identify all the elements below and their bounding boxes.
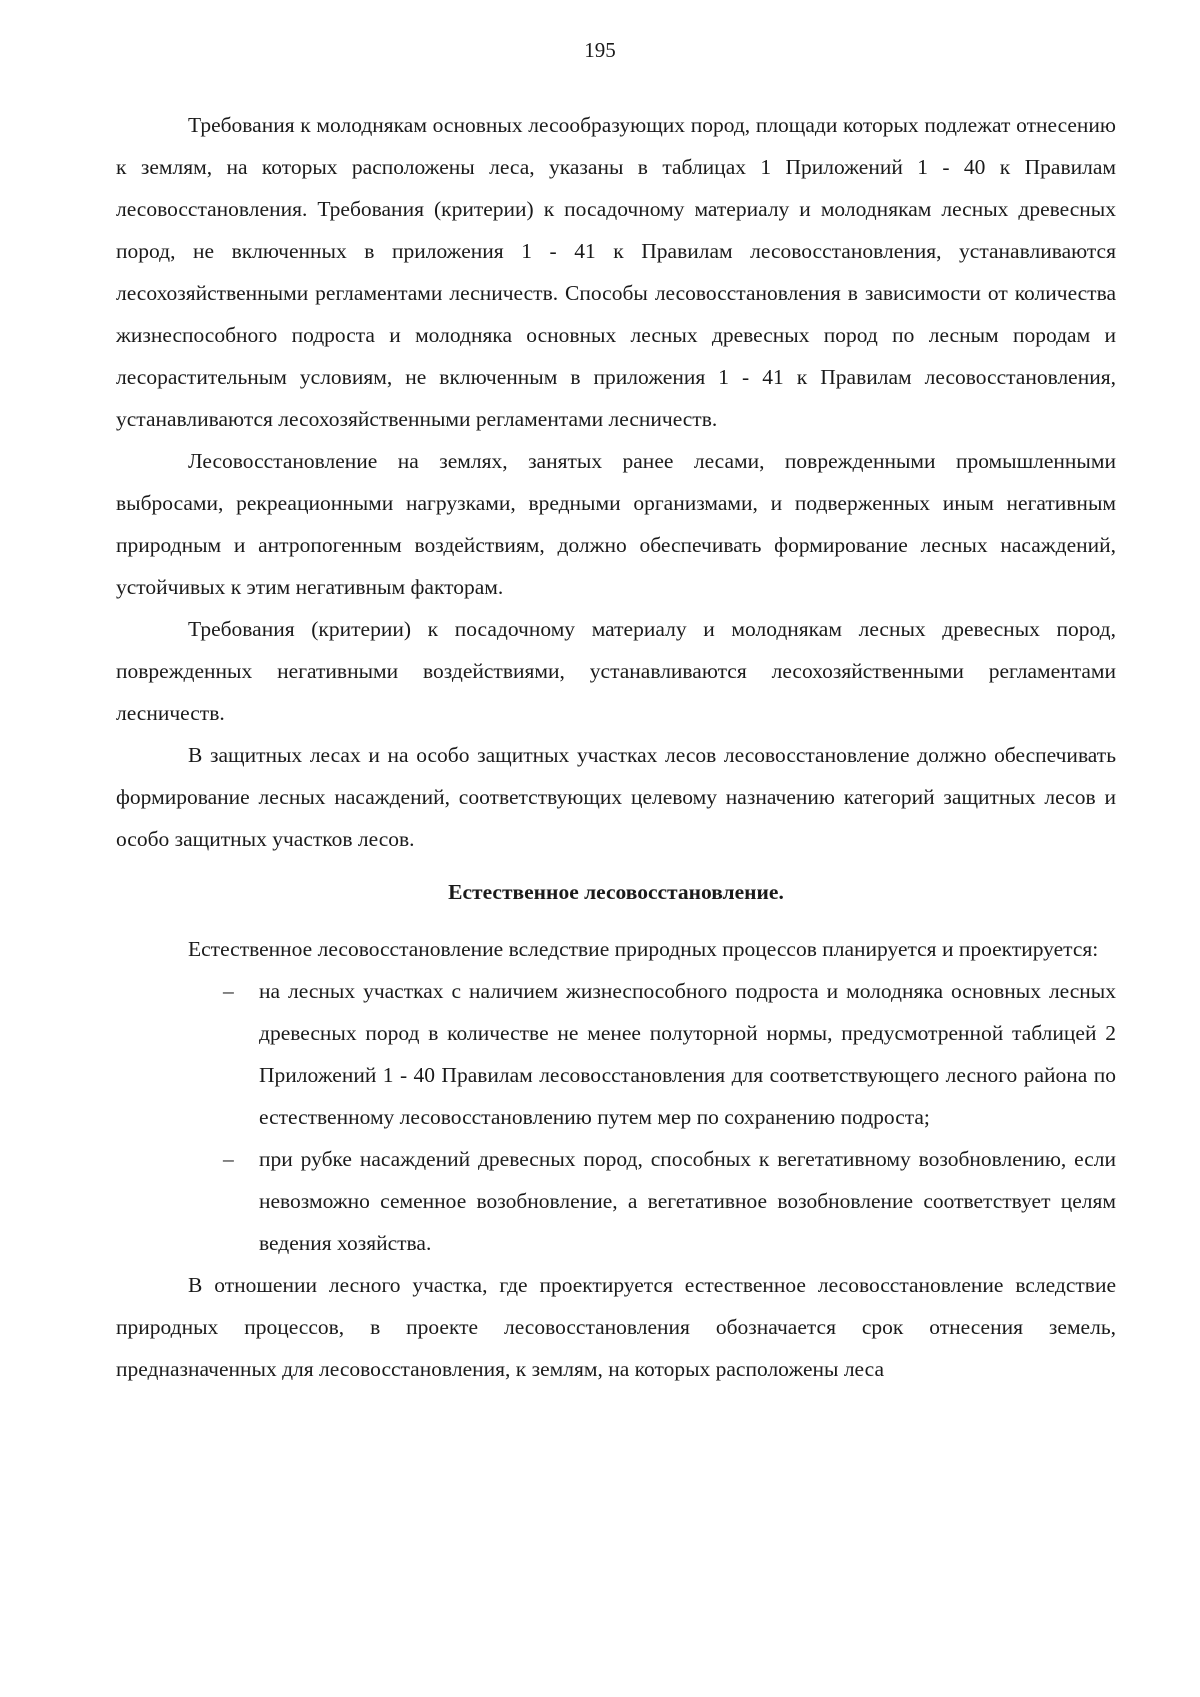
page-number: 195 bbox=[584, 38, 616, 62]
natural-reforestation-list bbox=[116, 970, 1116, 1264]
section-heading-natural-reforestation: Естественное лесовосстановление. bbox=[448, 880, 784, 904]
list-item bbox=[223, 1138, 1116, 1264]
paragraph-natural-reforestation-intro: Естественное лесовосстановление вследствие природных процессов планируется и проектируется: bbox=[188, 937, 1099, 961]
list-item-text: на лесных участках с наличием жизнеспособного подроста и молодняка основных лесных древесных пород в количестве не менее полуторной нормы, предусмотренной таблицей 2 Приложений 1 - 40 Правилам лесовосстановления для соответствующего лесного района по естественному лесовосстановлению путем мер по сохранению подроста; bbox=[259, 979, 1116, 1129]
list-dash-marker: – bbox=[223, 979, 234, 1003]
paragraph-young-stands-requirements: Требования к молоднякам основных лесообразующих пород, площади которых подлежат отнесению к землям, на которых расположены леса, указаны в таблицах 1 Приложений 1 - 40 к Правилам лесовосстановления. Требования (критерии) к посадочному материалу и молоднякам лесных древесных пород, не включенных в приложения 1 - 41 к Правилам лесовосстановления, устанавливаются лесохозяйственными регламентами лесничеств. Способы лесовосстановления в зависимости от количества жизнеспособного подроста и молодняка основных лесных древесных пород по лесным породам и лесорастительным условиям, не включенным в приложения 1 - 41 к Правилам лесовосстановления, устанавливаются лесохозяйственными регламентами лесничеств. bbox=[116, 113, 1116, 431]
paragraph-damaged-lands-reforestation: Лесовосстановление на землях, занятых ранее лесами, поврежденными промышленными выбросами, рекреационными нагрузками, вредными организмами, и подверженных иным негативным природным и антропогенным воздействиям, должно обеспечивать формирование лесных насаждений, устойчивых к этим негативным факторам. bbox=[116, 449, 1116, 599]
list-dash-marker: – bbox=[223, 1147, 234, 1171]
list-item bbox=[223, 970, 1116, 1138]
list-item-text: при рубке насаждений древесных пород, способных к вегетативному возобновлению, если невозможно семенное возобновление, а вегетативное возобновление соответствует целям ведения хозяйства. bbox=[259, 1147, 1116, 1255]
document-body bbox=[116, 104, 1116, 1390]
paragraph-protective-forests: В защитных лесах и на особо защитных участках лесов лесовосстановление должно обеспечивать формирование лесных насаждений, соответствующих целевому назначению категорий защитных лесов и особо защитных участков лесов. bbox=[116, 743, 1116, 851]
paragraph-damaged-species-criteria: Требования (критерии) к посадочному материалу и молоднякам лесных древесных пород, поврежденных негативными воздействиями, устанавливаются лесохозяйственными регламентами лесничеств. bbox=[116, 617, 1116, 725]
paragraph-closing-term-designation: В отношении лесного участка, где проектируется естественное лесовосстановление вследствие природных процессов, в проекте лесовосстановления обозначается срок отнесения земель, предназначенных для лесовосстановления, к землям, на которых расположены леса bbox=[116, 1273, 1116, 1381]
